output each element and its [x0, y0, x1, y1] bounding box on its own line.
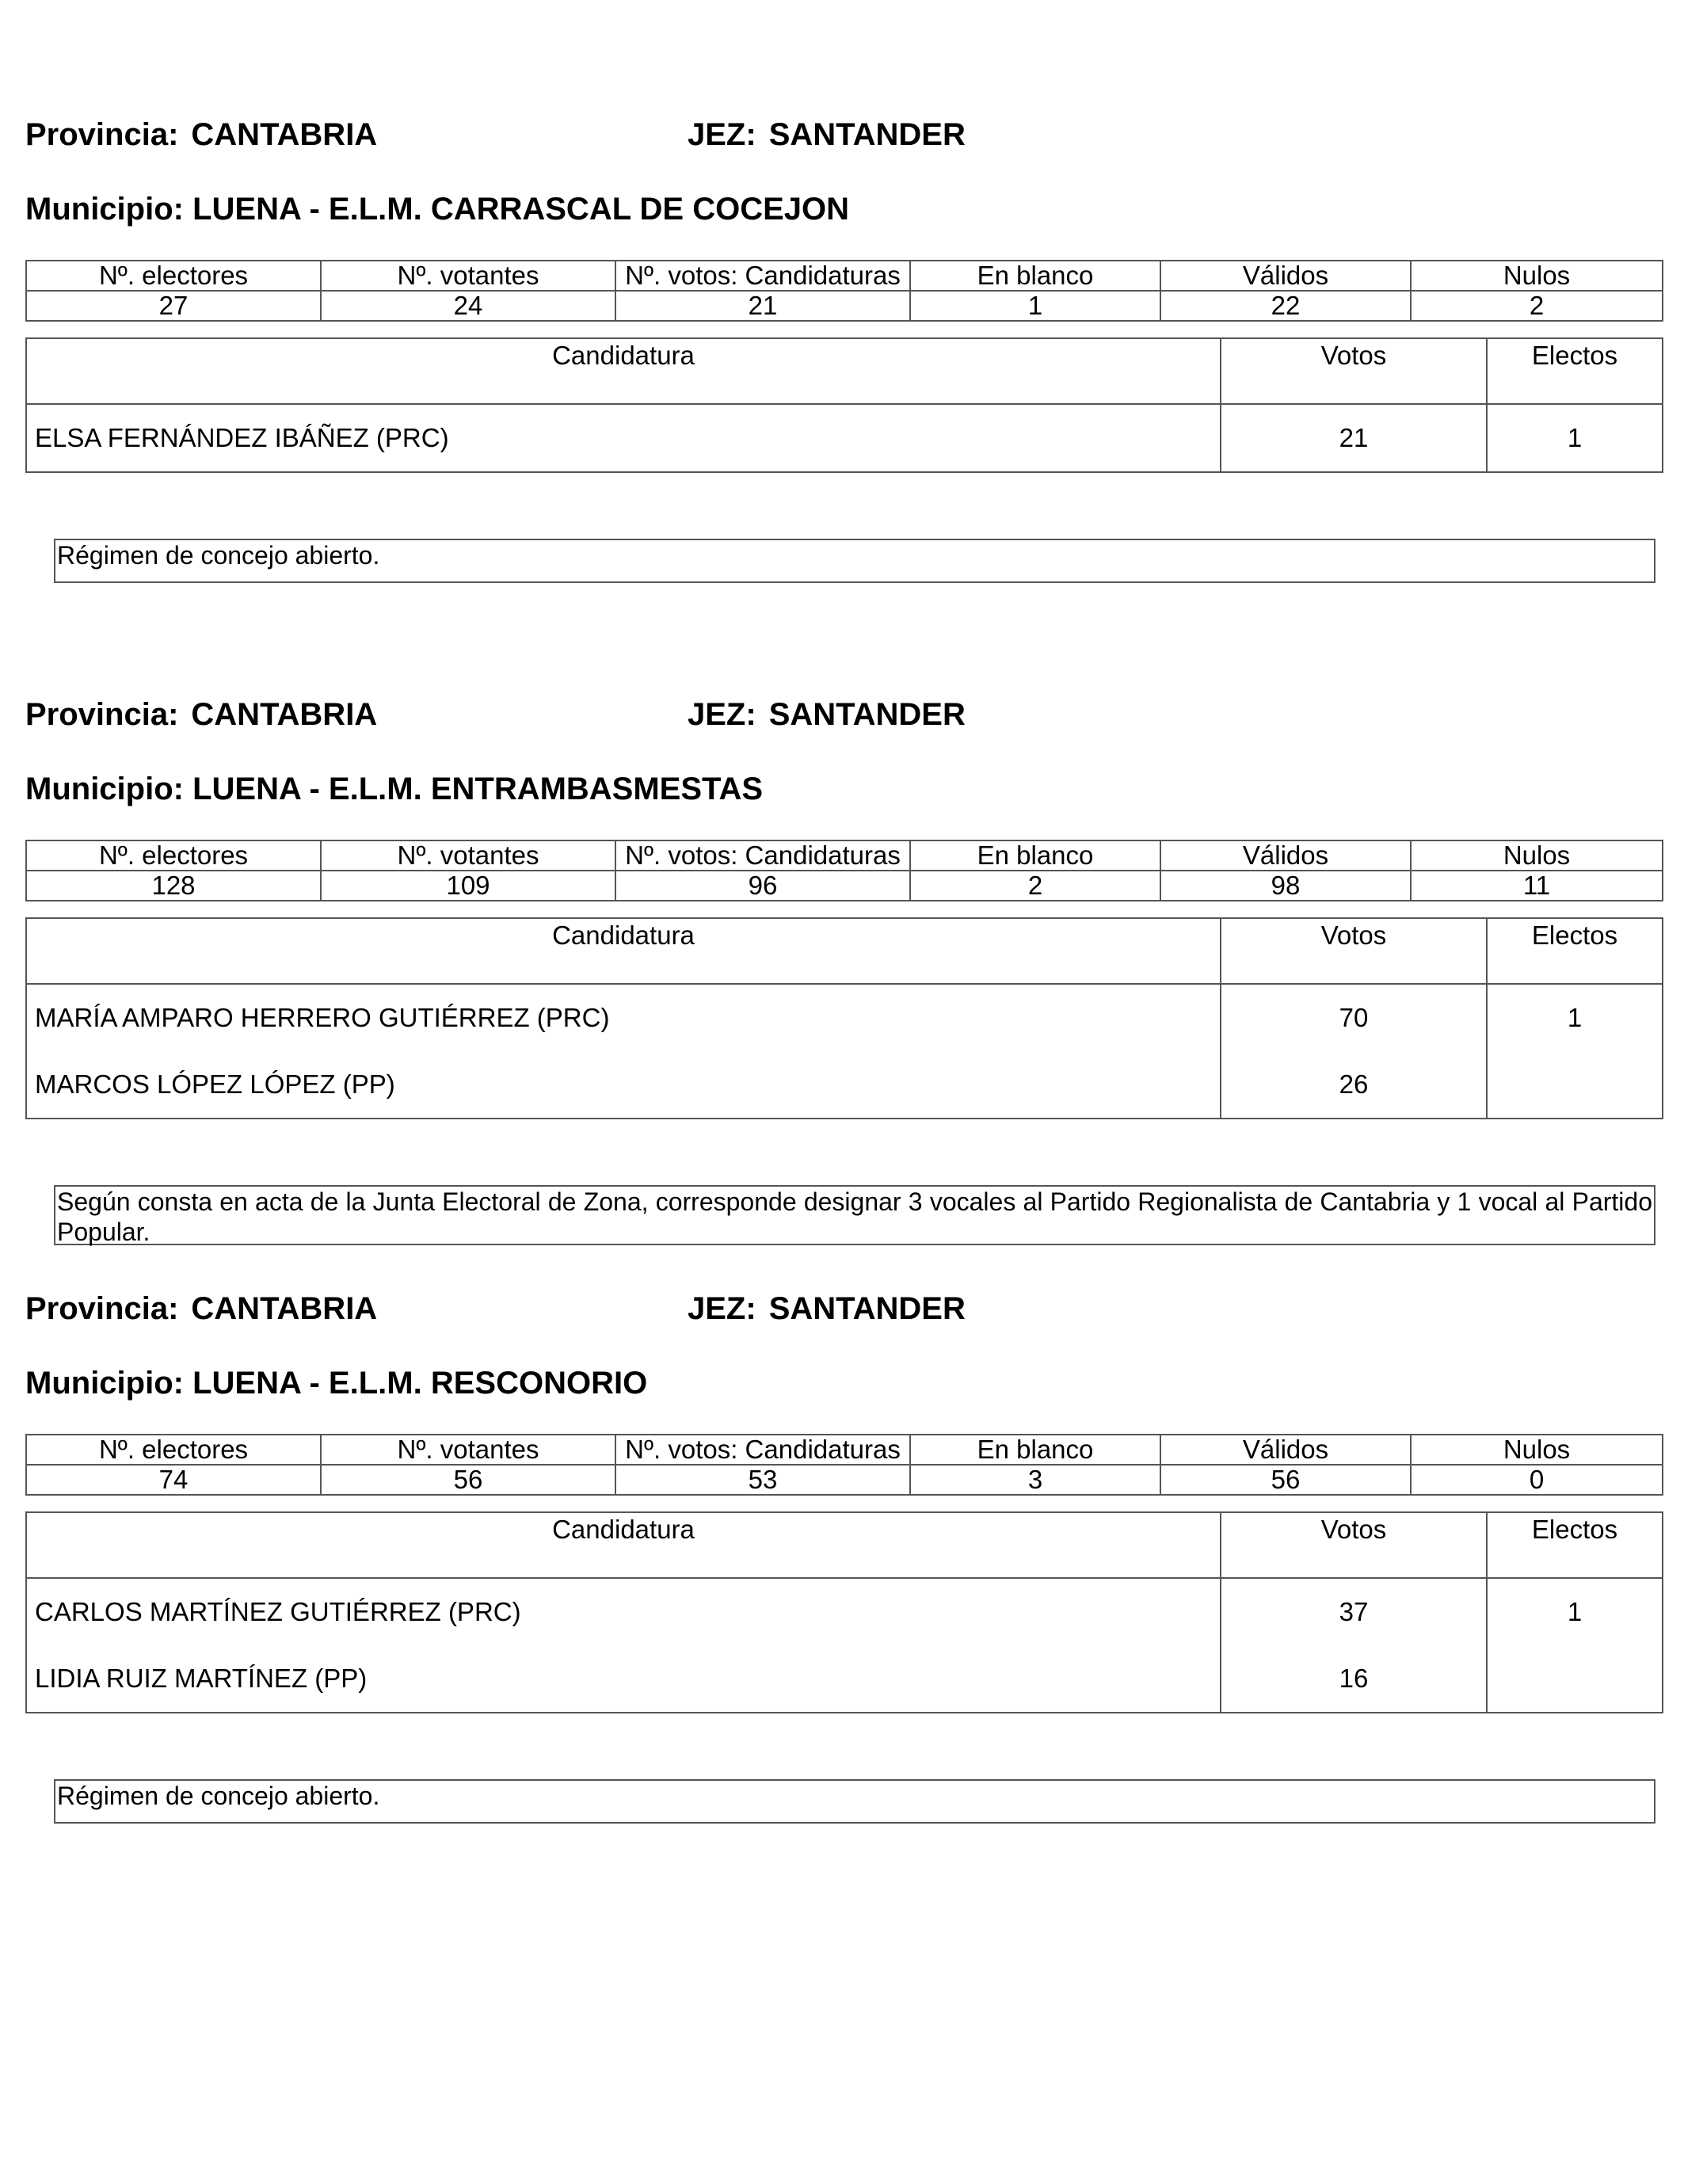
header-votos: Votos — [1221, 338, 1487, 404]
stats-en-blanco: 1 — [910, 291, 1160, 321]
candidates-table — [25, 917, 1663, 1119]
municipio-label: Municipio: — [25, 772, 184, 806]
header-electos: Electos — [1487, 918, 1663, 984]
stats-header-votantes: Nº. votantes — [321, 261, 615, 291]
stats-table — [25, 840, 1663, 901]
candidate-name: ELSA FERNÁNDEZ IBÁÑEZ (PRC) — [26, 404, 1221, 472]
jez-value: SANTANDER — [768, 1291, 966, 1326]
stats-header-en-blanco: En blanco — [910, 840, 1160, 871]
municipio-label: Municipio: — [25, 192, 184, 227]
stats-header-row — [26, 261, 1663, 291]
stats-votos-candidaturas: 96 — [615, 871, 910, 901]
header-votos: Votos — [1221, 918, 1487, 984]
candidate-votos: 70 — [1221, 984, 1487, 1051]
candidate-row — [26, 1051, 1663, 1119]
stats-electores: 27 — [26, 291, 321, 321]
section-note: Según consta en acta de la Junta Electoral de Zona, corresponde designar 3 vocales al Partido Regionalista de Cantabria y 1 vocal al Partido Popular. — [54, 1185, 1655, 1245]
provincia-value: CANTABRIA — [191, 697, 378, 732]
header-candidatura: Candidatura — [26, 918, 1221, 984]
provincia-line — [25, 697, 377, 733]
stats-table — [25, 260, 1663, 322]
stats-header-votantes: Nº. votantes — [321, 840, 615, 871]
stats-votos-candidaturas: 21 — [615, 291, 910, 321]
jez-value: SANTANDER — [768, 117, 966, 152]
provincia-value: CANTABRIA — [191, 1291, 378, 1326]
municipio-value: LUENA - E.L.M. ENTRAMBASMESTAS — [192, 772, 764, 806]
municipio-value: LUENA - E.L.M. RESCONORIO — [192, 1366, 648, 1401]
stats-header-electores: Nº. electores — [26, 840, 321, 871]
jez-line — [688, 117, 966, 153]
candidate-votos: 16 — [1221, 1645, 1487, 1713]
stats-nulos: 0 — [1411, 1465, 1663, 1495]
stats-header-votos-candidaturas: Nº. votos: Candidaturas — [615, 261, 910, 291]
candidate-row — [26, 1645, 1663, 1713]
candidate-row — [26, 404, 1663, 472]
candidate-name: MARCOS LÓPEZ LÓPEZ (PP) — [26, 1051, 1221, 1119]
stats-votos-candidaturas: 53 — [615, 1465, 910, 1495]
stats-header-validos: Válidos — [1160, 840, 1411, 871]
stats-header-en-blanco: En blanco — [910, 1435, 1160, 1465]
provincia-value: CANTABRIA — [191, 117, 378, 152]
stats-value-row — [26, 871, 1663, 901]
candidate-electos: 1 — [1487, 404, 1663, 472]
stats-header-nulos: Nulos — [1411, 1435, 1663, 1465]
jez-line — [688, 1291, 966, 1327]
stats-header-row — [26, 1435, 1663, 1465]
provincia-line — [25, 1291, 377, 1327]
stats-table — [25, 1434, 1663, 1496]
stats-votantes: 56 — [321, 1465, 615, 1495]
stats-votantes: 109 — [321, 871, 615, 901]
section-note: Régimen de concejo abierto. — [54, 1779, 1655, 1824]
stats-value-row — [26, 291, 1663, 321]
stats-header-validos: Válidos — [1160, 261, 1411, 291]
header-electos: Electos — [1487, 1512, 1663, 1578]
candidate-name: CARLOS MARTÍNEZ GUTIÉRREZ (PRC) — [26, 1578, 1221, 1645]
candidate-electos — [1487, 1645, 1663, 1713]
candidates-header-row — [26, 918, 1663, 984]
stats-header-votos-candidaturas: Nº. votos: Candidaturas — [615, 840, 910, 871]
section-note: Régimen de concejo abierto. — [54, 539, 1655, 583]
municipio-value: LUENA - E.L.M. CARRASCAL DE COCEJON — [192, 192, 850, 227]
stats-electores: 128 — [26, 871, 321, 901]
stats-en-blanco: 3 — [910, 1465, 1160, 1495]
stats-nulos: 11 — [1411, 871, 1663, 901]
stats-nulos: 2 — [1411, 291, 1663, 321]
stats-en-blanco: 2 — [910, 871, 1160, 901]
municipio-line — [25, 192, 849, 227]
candidate-electos — [1487, 1051, 1663, 1119]
header-candidatura: Candidatura — [26, 1512, 1221, 1578]
stats-header-row — [26, 840, 1663, 871]
jez-label: JEZ: — [688, 117, 756, 152]
candidates-header-row — [26, 1512, 1663, 1578]
candidate-row — [26, 984, 1663, 1051]
candidate-row — [26, 1578, 1663, 1645]
candidate-electos: 1 — [1487, 984, 1663, 1051]
municipio-label: Municipio: — [25, 1366, 184, 1401]
candidates-header-row — [26, 338, 1663, 404]
candidate-name: MARÍA AMPARO HERRERO GUTIÉRREZ (PRC) — [26, 984, 1221, 1051]
stats-validos: 98 — [1160, 871, 1411, 901]
jez-label: JEZ: — [688, 1291, 756, 1326]
stats-electores: 74 — [26, 1465, 321, 1495]
municipio-line — [25, 1366, 647, 1401]
stats-header-votos-candidaturas: Nº. votos: Candidaturas — [615, 1435, 910, 1465]
stats-value-row — [26, 1465, 1663, 1495]
stats-header-electores: Nº. electores — [26, 261, 321, 291]
candidates-table — [25, 337, 1663, 473]
stats-validos: 22 — [1160, 291, 1411, 321]
stats-header-electores: Nº. electores — [26, 1435, 321, 1465]
stats-header-votantes: Nº. votantes — [321, 1435, 615, 1465]
stats-header-nulos: Nulos — [1411, 261, 1663, 291]
stats-validos: 56 — [1160, 1465, 1411, 1495]
header-votos: Votos — [1221, 1512, 1487, 1578]
candidate-name: LIDIA RUIZ MARTÍNEZ (PP) — [26, 1645, 1221, 1713]
candidate-votos: 21 — [1221, 404, 1487, 472]
provincia-label: Provincia: — [25, 697, 179, 732]
candidates-table — [25, 1511, 1663, 1713]
stats-header-nulos: Nulos — [1411, 840, 1663, 871]
candidate-votos: 37 — [1221, 1578, 1487, 1645]
header-candidatura: Candidatura — [26, 338, 1221, 404]
stats-votantes: 24 — [321, 291, 615, 321]
jez-value: SANTANDER — [768, 697, 966, 732]
jez-line — [688, 697, 966, 733]
municipio-line — [25, 772, 763, 807]
jez-label: JEZ: — [688, 697, 756, 732]
candidate-electos: 1 — [1487, 1578, 1663, 1645]
provincia-label: Provincia: — [25, 117, 179, 152]
stats-header-en-blanco: En blanco — [910, 261, 1160, 291]
provincia-label: Provincia: — [25, 1291, 179, 1326]
header-electos: Electos — [1487, 338, 1663, 404]
provincia-line — [25, 117, 377, 153]
candidate-votos: 26 — [1221, 1051, 1487, 1119]
stats-header-validos: Válidos — [1160, 1435, 1411, 1465]
